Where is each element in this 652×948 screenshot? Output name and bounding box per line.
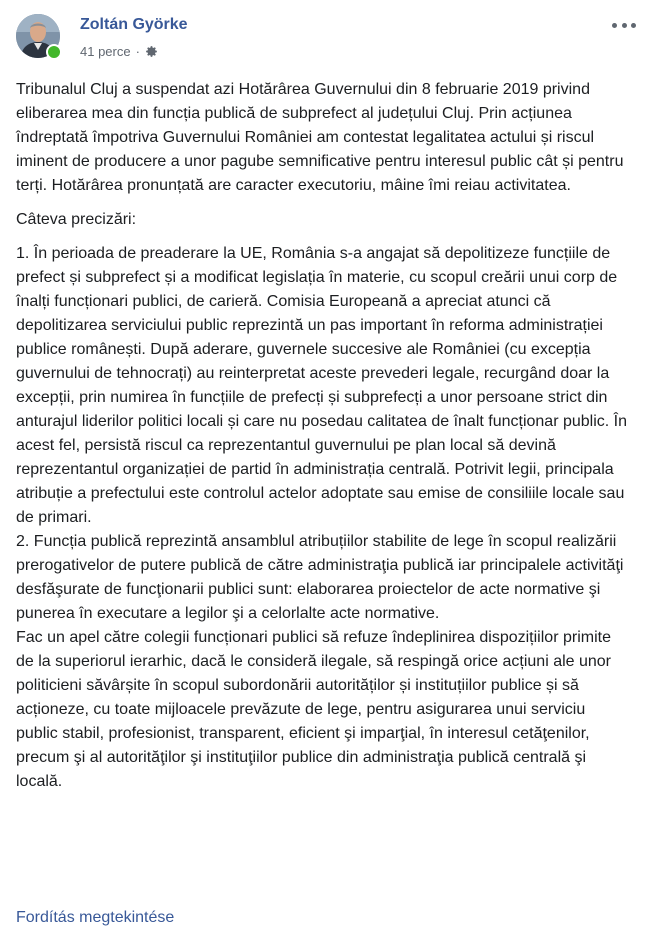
gear-icon[interactable] xyxy=(145,45,158,58)
more-dot-1 xyxy=(612,23,617,28)
post-paragraph-1: Tribunalul Cluj a suspendat azi Hotărârea Guvernului din 8 februarie 2019 privind eliberarea mea din funcția publică de subprefect al județului Cluj. Prin acțiunea îndreptată împotriva Guvernului României am contestat legalitatea actului și riscul iminent de producere a unor pagube semnificative pentru interesul public cât și pentru terți. Hotărârea pronunțată are caracter executoriu, mâine îmi reiau activitatea. xyxy=(16,81,624,194)
see-translation-link[interactable]: Fordítás megtekintése xyxy=(16,909,175,926)
avatar-wrapper[interactable] xyxy=(16,14,60,58)
post-meta xyxy=(80,44,158,59)
meta-separator: · xyxy=(135,44,140,59)
post-paragraph-4: 2. Funcția publică reprezintă ansamblul atribuțiilor stabilite de lege în scopul realizării prerogativelor de putere publică de către administraţia publică iar principalele activităţi desfăşurate de funcţionarii publici sunt: elaborarea proiectelor de acte normative şi punerea în executare a legilor şi a celorlalte acte normative. xyxy=(16,533,624,622)
more-dot-3 xyxy=(631,23,636,28)
more-dot-2 xyxy=(622,23,627,28)
more-options-icon[interactable] xyxy=(612,18,636,32)
post-body xyxy=(16,78,630,794)
post-paragraph-5: Fac un apel către colegii funcționari publici să refuze îndeplinirea dispozițiilor primite de la superiorul ierarhic, dacă le consideră ilegale, să respingă orice acțiuni ale unor politicieni săvârșite în scopul subordonării autorităților și instituțiilor publice și să acționeze, cu toate mijloacele prevăzute de lege, pentru asigurarea unui serviciu public stabil, profesionist, transparent, eficient şi imparţial, în interesul cetăţenilor, precum şi al autorităţilor şi instituţiilor publice din administraţia publică centrală şi locală. xyxy=(16,629,612,790)
post-paragraph-3: 1. În perioada de preaderare la UE, România s-a angajat să depolitizeze funcțiile de prefect și subprefect și a modificat legislația în materie, cu scopul creării unui corp de înalți funcționari publici, de carieră. Comisia Europeană a apreciat atunci că depolitizarea serviciului public reprezintă un pas important în reforma administrației publice românești. După aderare, guvernele succesive ale României (cu excepția guvernului de tehnocrați) au reinterpretat aceste prevederi legale, recurgând doar la excepții, prin numirea în funcțiile de prefecți și subprefecți a unor persoane strict din anturajul liderilor politici locali și care nu posedau calitatea de înalt funcționar public. În acest fel, persistă riscul ca reprezentantul guvernului pe plan local să devină reprezentantul organizației de partid în administrația centrală. Potrivit legii, principala atribuție a prefectului este controlul actelor adoptate sau emise de consiliile locale sau de primari. xyxy=(16,245,628,526)
post-header xyxy=(16,12,636,68)
post-timestamp[interactable]: 41 perce xyxy=(80,44,131,59)
online-indicator xyxy=(46,44,62,60)
author-name[interactable]: Zoltán Györke xyxy=(80,16,188,33)
post-paragraph-2: Câteva precizări: xyxy=(16,211,137,228)
